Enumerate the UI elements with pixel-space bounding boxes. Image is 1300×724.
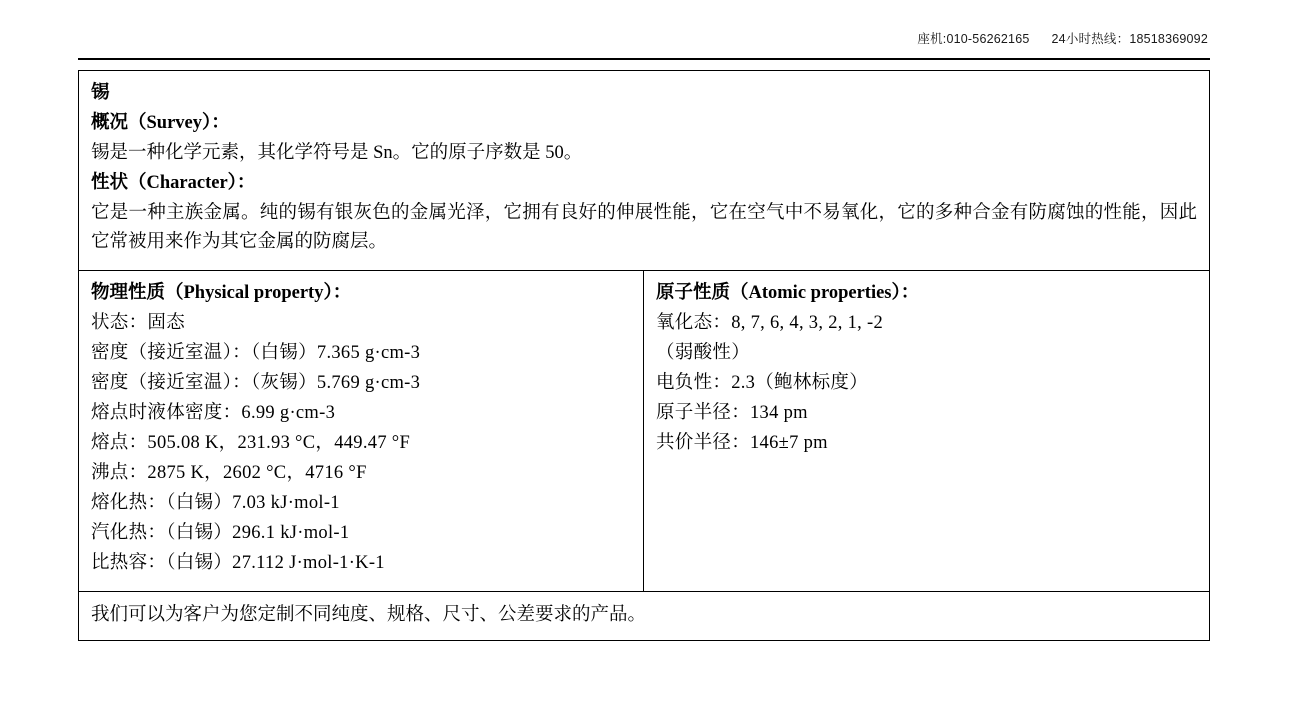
- atomic-properties-cell: [644, 271, 1209, 591]
- element-name: 锡: [91, 83, 110, 103]
- atomic-property-line: 原子半径：134 pm: [656, 403, 808, 424]
- physical-property-line: 熔点：505.08 K，231.93 °C，449.47 °F: [91, 433, 411, 454]
- survey-heading: 概况（Survey）：: [91, 112, 230, 133]
- physical-property-line: 比热容：（白锡）27.112 J·mol-1·K-1: [91, 553, 385, 574]
- atomic-property-line: 电负性：2.3（鲍林标度）: [656, 373, 869, 394]
- table-row-overview: [79, 71, 1209, 270]
- atomic-property-line: （弱酸性）: [656, 343, 751, 364]
- atomic-property-line: 共价半径：146±7 pm: [656, 433, 828, 454]
- physical-property-line: 汽化热：（白锡）296.1 kJ·mol-1: [91, 523, 350, 544]
- footer-note-cell: [79, 592, 1209, 640]
- physical-properties-cell: [79, 271, 644, 591]
- physical-property-line: 熔点时液体密度：6.99 g·cm-3: [91, 403, 336, 424]
- physical-properties-heading: 物理性质（Physical property）：: [91, 283, 352, 304]
- physical-property-line: 熔化热：（白锡）7.03 kJ·mol-1: [91, 493, 340, 514]
- overview-cell: [79, 71, 1209, 270]
- physical-property-line: 密度（接近室温）：（白锡）7.365 g·cm-3: [91, 343, 421, 364]
- physical-property-line: 沸点：2875 K，2602 °C，4716 °F: [91, 463, 367, 484]
- hotline-text: 24小时热线：18518369092: [1051, 32, 1208, 46]
- survey-text: 锡是一种化学元素，其化学符号是 Sn。它的原子序数是 50。: [91, 142, 583, 163]
- table-row-properties: [79, 270, 1209, 591]
- character-text: 它是一种主族金属。纯的锡有银灰色的金属光泽，它拥有良好的伸展性能，它在空气中不易氧化，它的多种合金有防腐蚀的性能，因此它常被用来作为其它金属的防腐层。: [91, 202, 1197, 253]
- element-info-table: [78, 70, 1210, 641]
- physical-property-line: 密度（接近室温）：（灰锡）5.769 g·cm-3: [91, 373, 421, 394]
- footer-note-text: 我们可以为客户为您定制不同纯度、规格、尺寸、公差要求的产品。: [91, 605, 647, 626]
- atomic-property-line: 氧化态：8, 7, 6, 4, 3, 2, 1, -2: [656, 313, 884, 334]
- physical-property-line: 状态：固态: [91, 313, 186, 334]
- header-contact-line: [917, 26, 1208, 52]
- landline-text: 座机:010-56262165: [917, 32, 1030, 46]
- table-row-footer-note: [79, 591, 1209, 640]
- atomic-properties-heading: 原子性质（Atomic properties）：: [656, 283, 920, 304]
- character-heading: 性状（Character）：: [91, 172, 256, 193]
- page-header: [78, 26, 1210, 60]
